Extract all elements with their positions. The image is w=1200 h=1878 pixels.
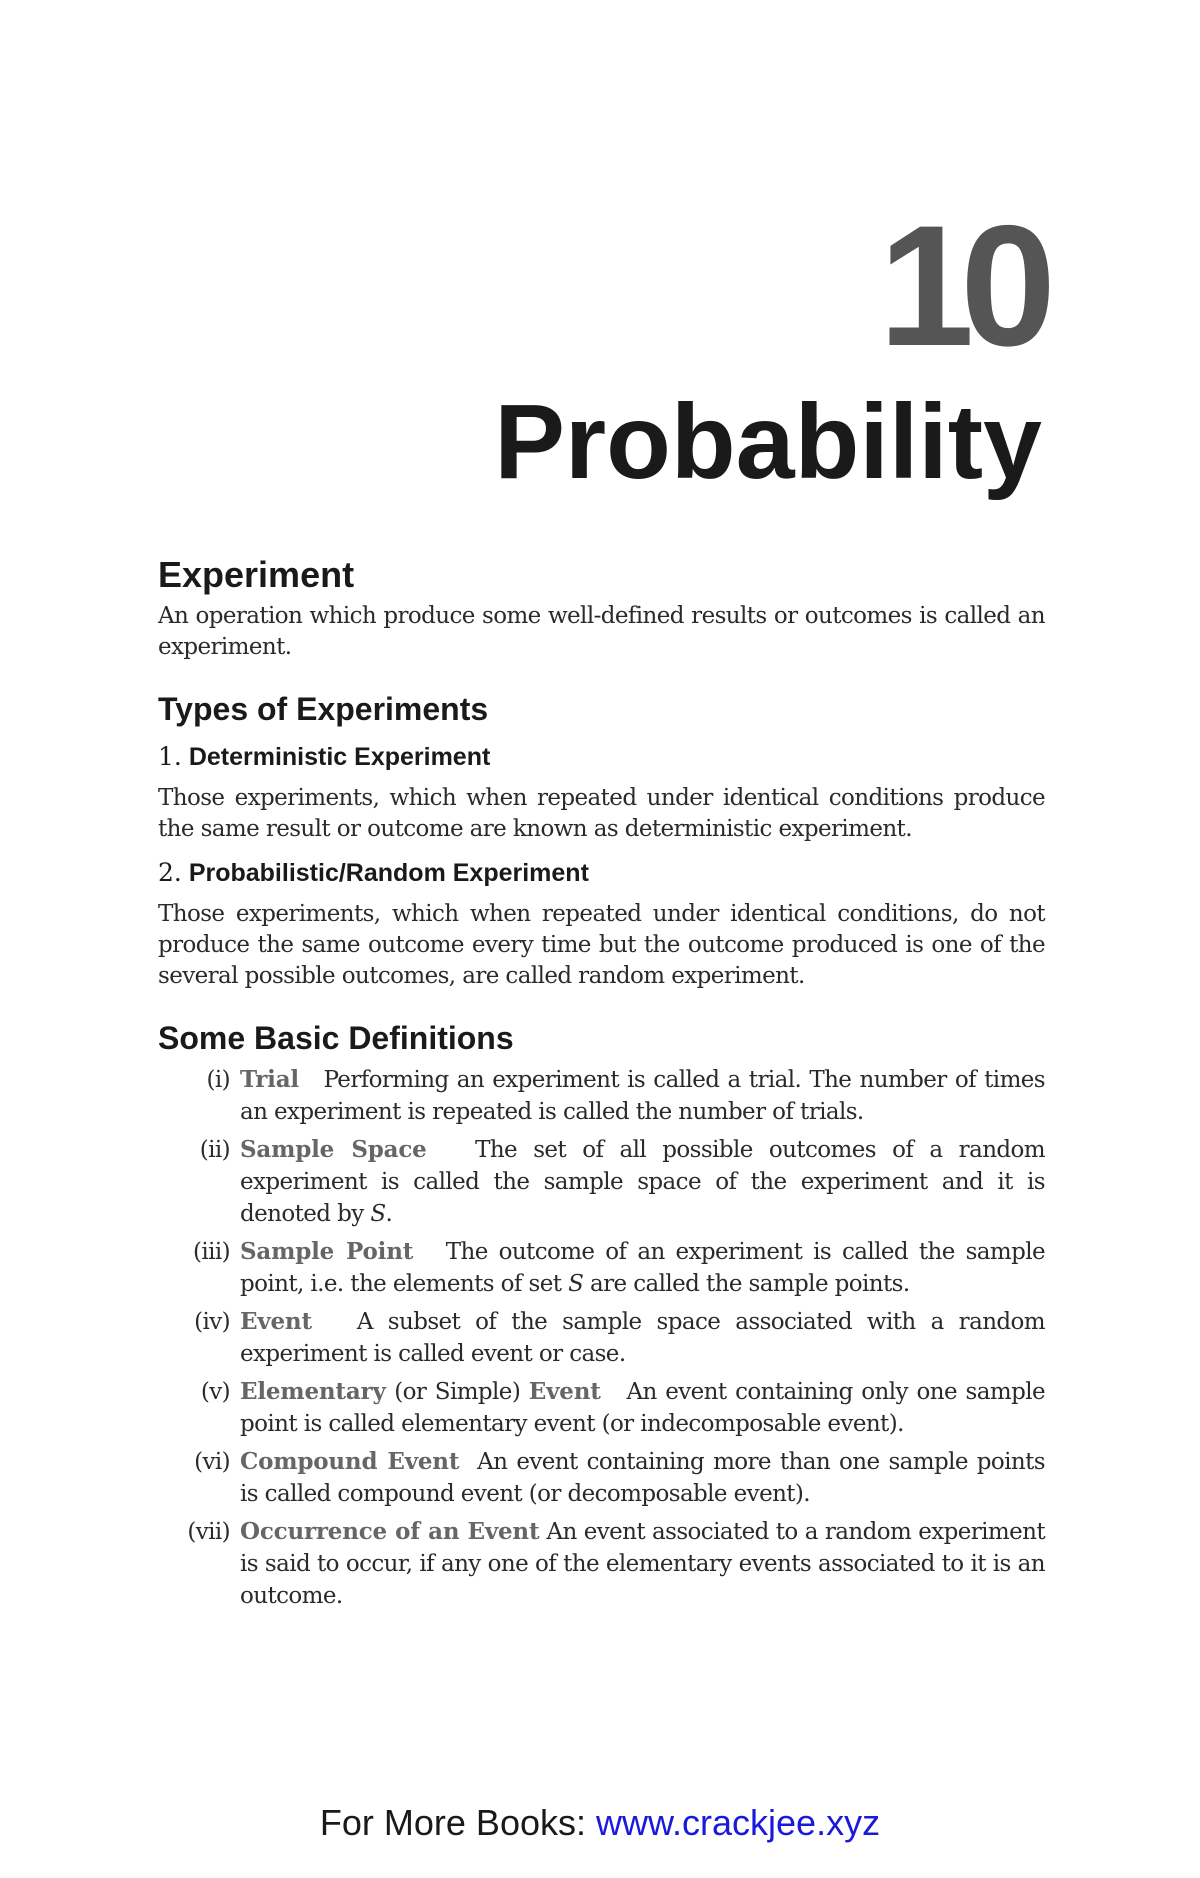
definition-number: (ii) [199,1137,230,1163]
set-symbol: S [370,1201,386,1227]
definition-text: The set of all possible outcomes of a random experiment is called the sample space of the experiment and it is denoted by [240,1137,1045,1227]
definition-number: (v) [200,1379,230,1405]
experiment-text: An operation which produce some well-defined results or outcomes is called an experiment. [158,603,1045,660]
definition-number: (i) [206,1067,230,1093]
random-number: 2. [158,858,182,887]
footer-link[interactable]: www.crackjee.xyz [596,1802,881,1843]
types-heading: Types of Experiments [158,691,489,727]
definition-trial [158,1064,1045,1128]
chapter-title: Probability [494,383,1042,501]
definition-text: An event containing only one sample point is called elementary event (or indecomposable event). [240,1379,1045,1437]
random-text: Those experiments, which when repeated under identical conditions, do not produce the same outcome every time but the outcome produced is one of the several possible outcomes, are called random experiment. [158,901,1045,989]
set-symbol: S [568,1271,584,1297]
definition-number: (iii) [192,1239,230,1265]
definition-text: A subset of the sample space associated with a random experiment is called event or case. [240,1309,1045,1367]
definition-elementary-event [158,1376,1045,1440]
deterministic-number: 1. [158,742,182,771]
definitions-heading: Some Basic Definitions [158,1020,514,1056]
definition-term-2: Event [528,1378,601,1405]
footer [0,1801,1200,1845]
deterministic-heading [158,741,1045,773]
random-heading [158,857,1045,889]
definition-number: (vii) [187,1519,230,1545]
random-title: Probabilistic/Random Experiment [188,859,589,887]
chapter-number: 10 [878,190,1042,382]
definition-term: Sample Point [240,1238,414,1265]
content-body [158,553,1045,1618]
definition-sample-space [158,1134,1045,1230]
definition-term-note: (or Simple) [394,1379,521,1405]
definitions-list [158,1064,1045,1612]
definition-sample-point [158,1236,1045,1300]
definition-text: An event associated to a random experiment is said to occur, if any one of the elementary events associated to it is an outcome. [240,1519,1045,1609]
definition-term: Occurrence of an Event [240,1518,540,1545]
definition-term: Sample Space [240,1136,427,1163]
deterministic-text: Those experiments, which when repeated under identical conditions produce the same result or outcome are known as deterministic experiment. [158,785,1045,842]
footer-label: For More Books: [319,1802,586,1843]
definition-occurrence [158,1516,1045,1612]
experiment-heading: Experiment [158,554,355,595]
definition-number: (vi) [194,1449,230,1475]
definition-text: The outcome of an experiment is called the sample point, i.e. the elements of set [240,1239,1045,1297]
definition-event [158,1306,1045,1370]
definition-term: Trial [240,1066,299,1093]
definition-compound-event [158,1446,1045,1510]
definition-text: Performing an experiment is called a trial. The number of times an experiment is repeated is called the number of trials. [240,1067,1045,1125]
definition-text: An event containing more than one sample points is called compound event (or decomposable event). [240,1449,1045,1507]
definition-text-end: . [385,1201,393,1227]
definition-term: Elementary [240,1378,386,1405]
definition-term: Compound Event [240,1448,460,1475]
deterministic-title: Deterministic Experiment [188,743,491,771]
definition-term: Event [240,1308,312,1335]
definition-text-end: are called the sample points. [583,1271,910,1297]
definition-number: (iv) [194,1309,230,1335]
